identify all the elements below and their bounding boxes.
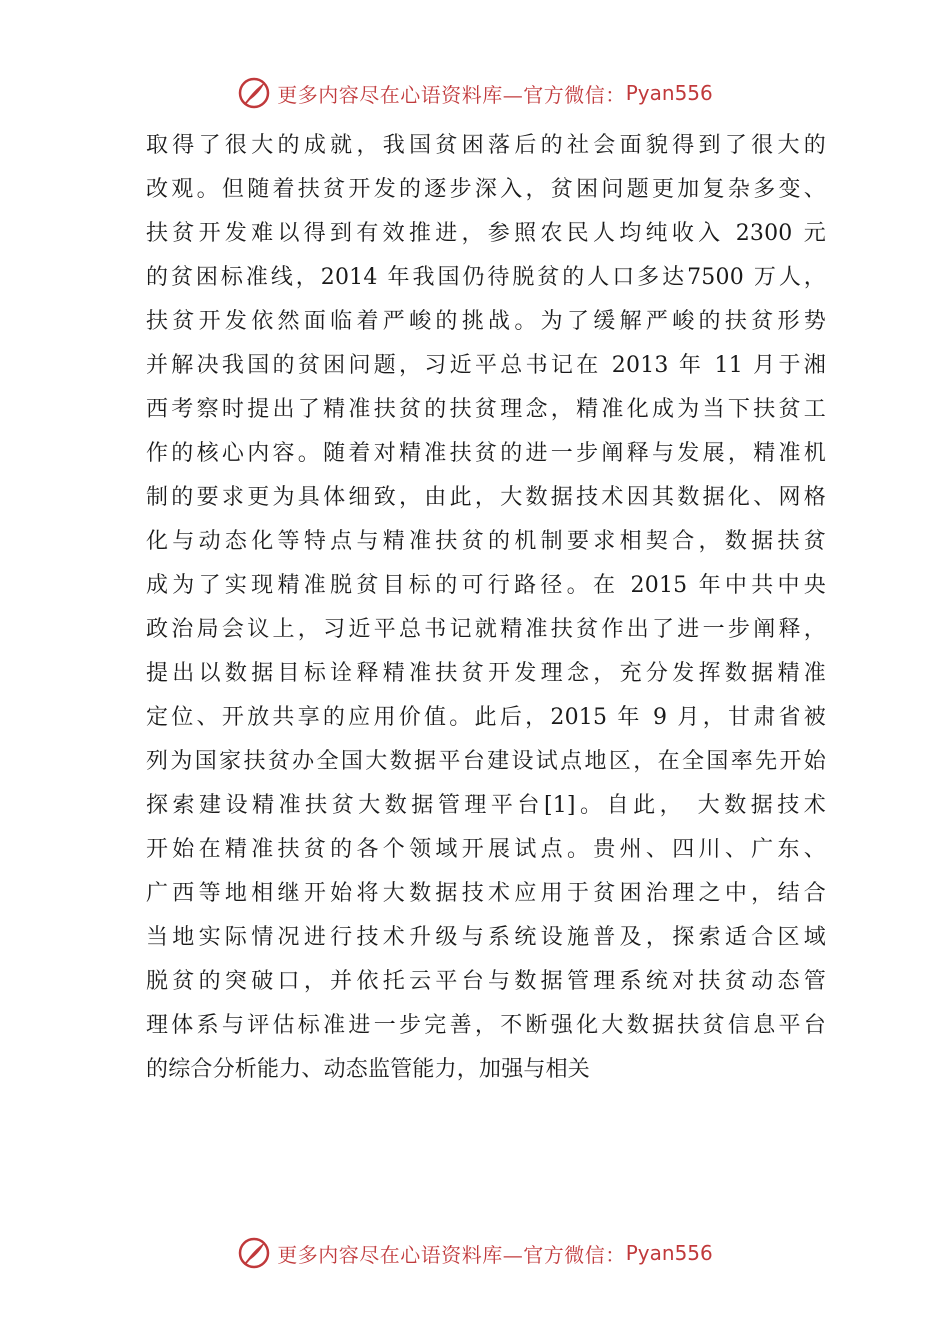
- header-watermark-banner: [0, 73, 950, 113]
- body-text-line: 作的核心内容。随着对精准扶贫的进一步阐释与发展，精准机: [146, 441, 826, 466]
- body-text-line: 成为了实现精准脱贫目标的可行路径。在 2015 年中共中央: [146, 573, 826, 598]
- body-text-line: 广西等地相继开始将大数据技术应用于贫困治理之中，结合: [146, 881, 826, 906]
- feather-quill-logo-icon: [237, 76, 271, 110]
- watermark-text: 更多内容尽在心语资料库—官方微信：: [277, 1242, 626, 1267]
- body-text-line: 政治局会议上，习近平总书记就精准扶贫作出了进一步阐释，: [146, 617, 826, 642]
- watermark-text: 更多内容尽在心语资料库—官方微信：: [277, 82, 626, 107]
- body-text-line: 并解决我国的贫困问题，习近平总书记在 2013 年 11 月于湘: [146, 353, 826, 378]
- document-body: [146, 124, 826, 1092]
- body-text-line: 制的要求更为具体细致，由此，大数据技术因其数据化、网格: [146, 485, 826, 510]
- footer-watermark-banner: [0, 1233, 950, 1273]
- body-text-line: 西考察时提出了精准扶贫的扶贫理念，精准化成为当下扶贫工: [146, 397, 826, 422]
- body-text-line: 脱贫的突破口，并依托云平台与数据管理系统对扶贫动态管: [146, 969, 826, 994]
- body-text-line: 取得了很大的成就，我国贫困落后的社会面貌得到了很大的: [146, 133, 826, 158]
- body-text-line: 列为国家扶贫办全国大数据平台建设试点地区，在全国率先开始: [146, 749, 826, 774]
- watermark-handle: Pyan556: [625, 1241, 713, 1265]
- body-text-line: 扶贫开发依然面临着严峻的挑战。为了缓解严峻的扶贫形势: [146, 309, 826, 334]
- body-text-line: 扶贫开发难以得到有效推进，参照农民人均纯收入 2300 元: [146, 221, 826, 246]
- body-text-line: 的贫困标准线，2014 年我国仍待脱贫的人口多达7500 万人，: [146, 265, 826, 290]
- watermark-handle: Pyan556: [625, 81, 713, 105]
- body-text-line: 的综合分析能力、动态监管能力，加强与相关: [146, 1057, 591, 1082]
- body-text-line: 定位、开放共享的应用价值。此后，2015 年 9 月，甘肃省被: [146, 705, 826, 730]
- body-text-line: 化与动态化等特点与精准扶贫的机制要求相契合，数据扶贫: [146, 529, 826, 554]
- body-text-line: 改观。但随着扶贫开发的逐步深入，贫困问题更加复杂多变、: [146, 177, 826, 202]
- body-text-line: 提出以数据目标诠释精准扶贫开发理念，充分发挥数据精准: [146, 661, 826, 686]
- body-text-line: 当地实际情况进行技术升级与系统设施普及，探索适合区域: [146, 925, 826, 950]
- body-text-line: 探索建设精准扶贫大数据管理平台[1]。自此， 大数据技术: [146, 793, 826, 818]
- body-text-line: 理体系与评估标准进一步完善，不断强化大数据扶贫信息平台: [146, 1013, 826, 1038]
- body-text-line: 开始在精准扶贫的各个领域开展试点。贵州、四川、广东、: [146, 837, 826, 862]
- feather-quill-logo-icon: [237, 1236, 271, 1270]
